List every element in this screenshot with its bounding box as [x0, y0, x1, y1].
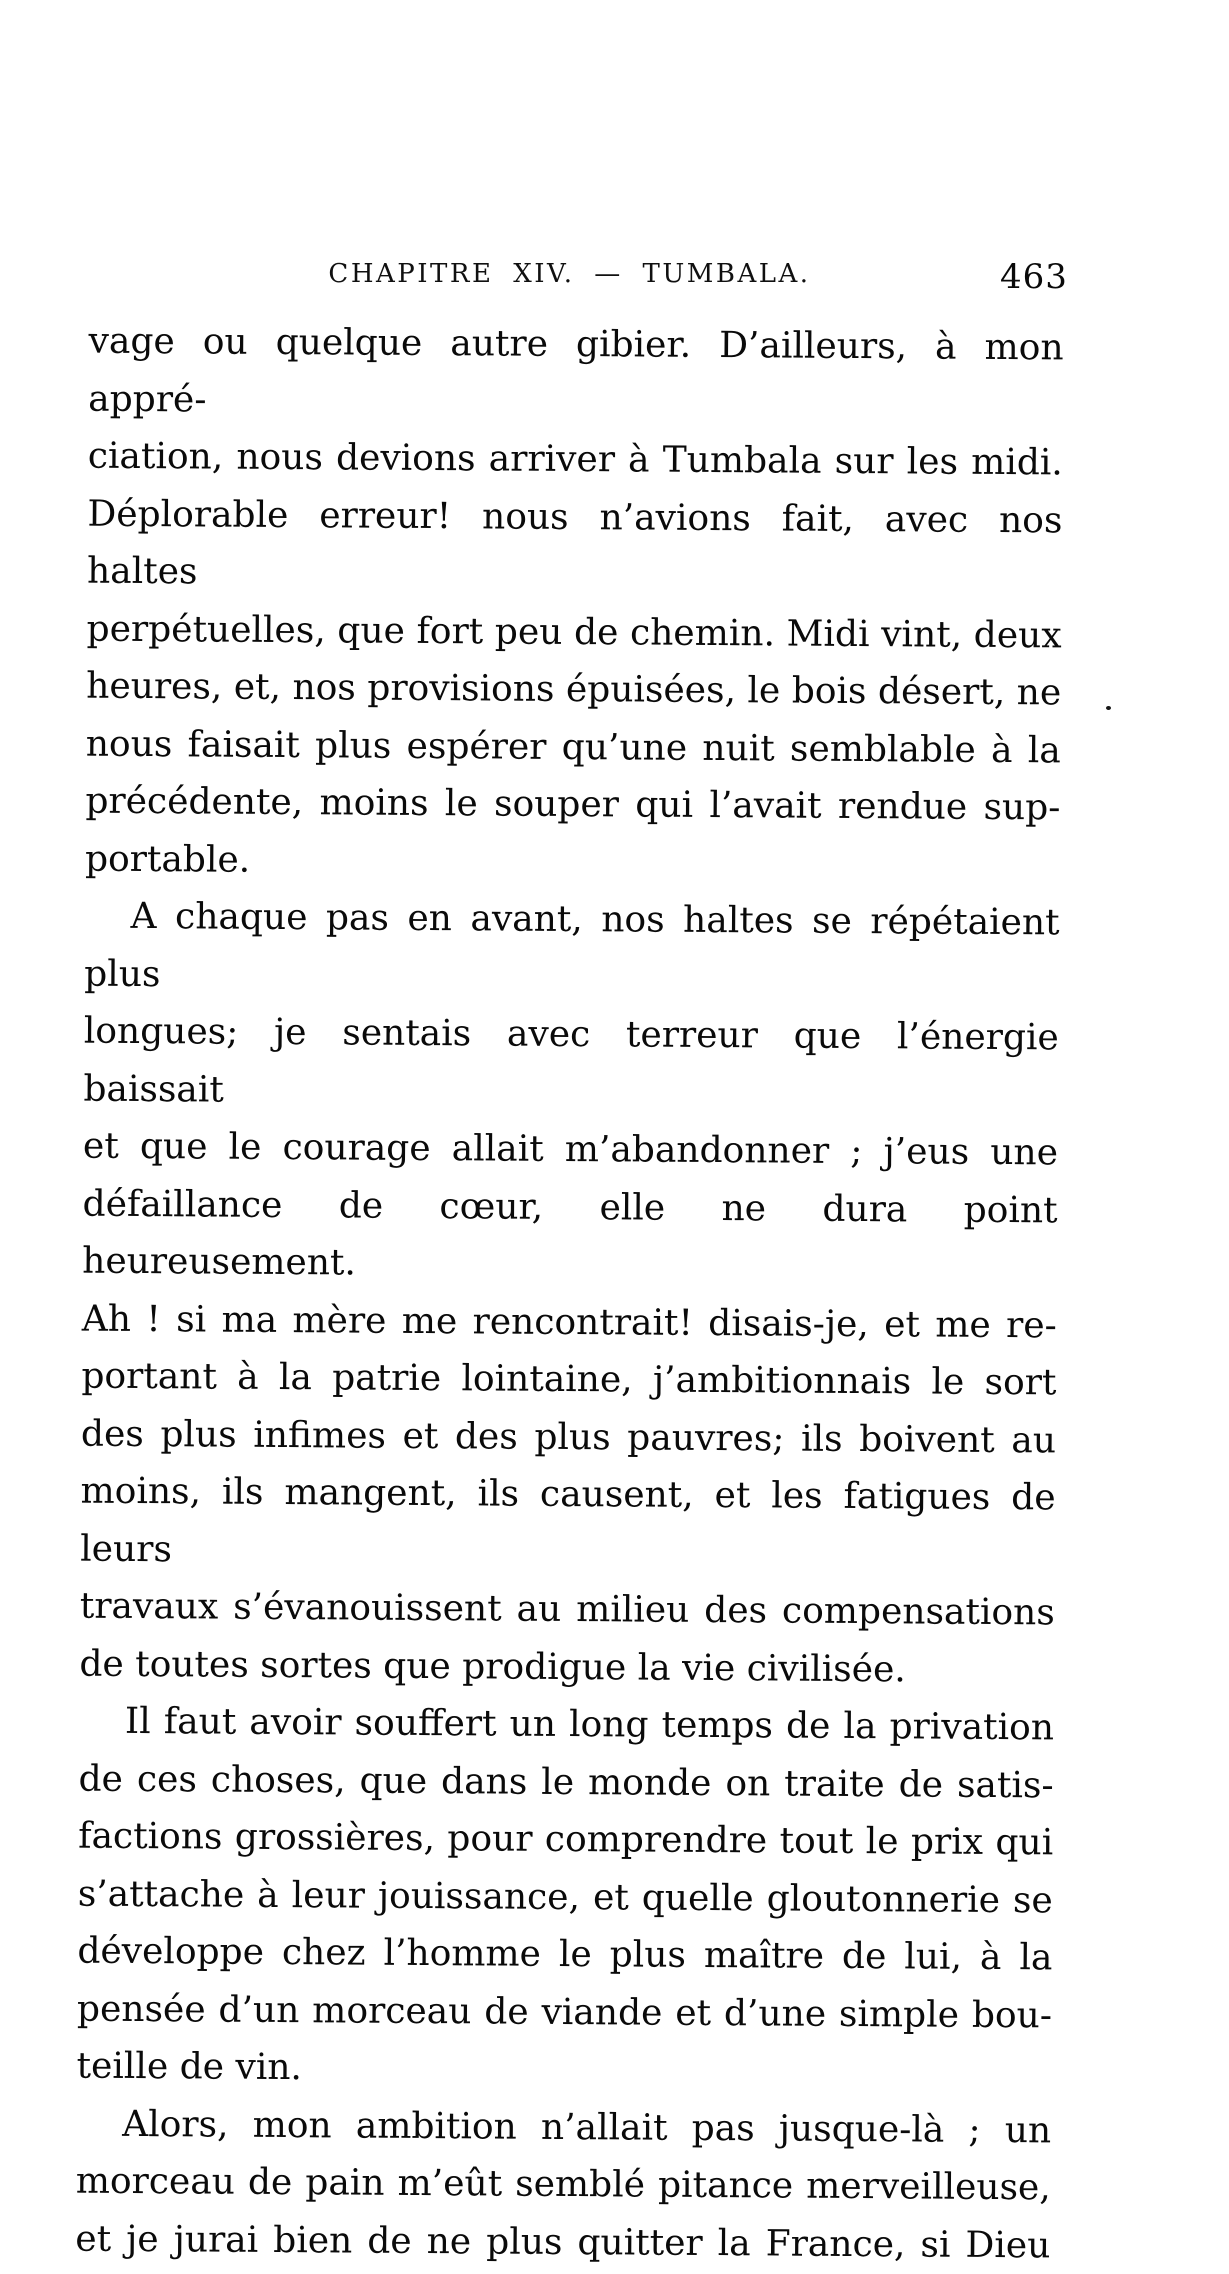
text-line: teille de vin.	[76, 2045, 303, 2089]
text-line: portable.	[84, 838, 251, 881]
text-line: et que le courage allait m’abandonner ; j’eus une	[82, 1125, 1059, 1174]
ink-speck	[1106, 706, 1111, 710]
text-line: longues; je sentais avec terreur que l’énergie baissait	[83, 1010, 1059, 1111]
text-line: s’attache à leur jouissance, et quelle gloutonnerie se	[77, 1873, 1053, 1921]
text-line: heures, et, nos provisions épuisées, le bois désert, ne	[86, 665, 1062, 714]
text-line: de ces choses, que dans le monde on traite de satis-	[78, 1758, 1054, 1806]
text-line: ciation, nous devions arriver à Tumbala sur les midi.	[87, 435, 1063, 484]
text-line: Alors, mon ambition n’allait pas jusque-là ; un	[122, 2103, 1052, 2151]
text-line: de toutes sortes que prodigue la vie civilisée.	[79, 1643, 906, 1690]
text-line: portant à la patrie lointaine, j’ambitionnais le sort	[81, 1355, 1057, 1404]
text-line: et je jurai bien de ne plus quitter la France, si Dieu	[75, 2218, 1051, 2266]
text-line: A chaque pas en avant, nos haltes se répétaient plus	[84, 895, 1060, 995]
text-line: nous faisait plus espérer qu’une nuit semblable à la	[85, 723, 1061, 771]
text-line: Déplorable erreur! nous n’avions fait, avec nos haltes	[86, 493, 1063, 593]
text-line: développe chez l’homme le plus maître de lui, à la	[77, 1930, 1053, 1979]
text-line: des plus infimes et des plus pauvres; ils boivent au	[80, 1413, 1057, 1461]
page-number: 463	[1000, 257, 1068, 297]
chapter-title: CHAPITRE XIV. — TUMBALA.	[328, 259, 811, 289]
text-line: Il faut avoir souffert un long temps de la privation	[124, 1700, 1055, 1749]
text-line: moins, ils mangent, ils causent, et les fatigues de leurs	[80, 1470, 1056, 1570]
text-line: travaux s’évanouissent au milieu des compensations	[79, 1585, 1055, 1634]
text-line: factions grossières, pour comprendre tout le prix qui	[78, 1815, 1054, 1864]
text-line: précédente, moins le souper qui l’avait rendue sup-	[85, 780, 1061, 829]
text-line: perpétuelles, que fort peu de chemin. Midi vint, deux	[86, 608, 1062, 656]
text-line: Ah ! si ma mère me rencontrait! disais-je, et me re-	[81, 1298, 1057, 1346]
running-header	[82, 257, 1068, 299]
text-line: morceau de pain m’eût semblé pitance merveilleuse,	[75, 2160, 1051, 2209]
text-line: défaillance de cœur, elle ne dura point heureusement.	[82, 1183, 1058, 1284]
text-line: vage ou quelque autre gibier. D’ailleurs, à mon appré-	[88, 320, 1064, 420]
text-line: pensée d’un morceau de viande et d’une simple bou-	[76, 1988, 1053, 2036]
page-body-text	[75, 313, 1064, 2274]
